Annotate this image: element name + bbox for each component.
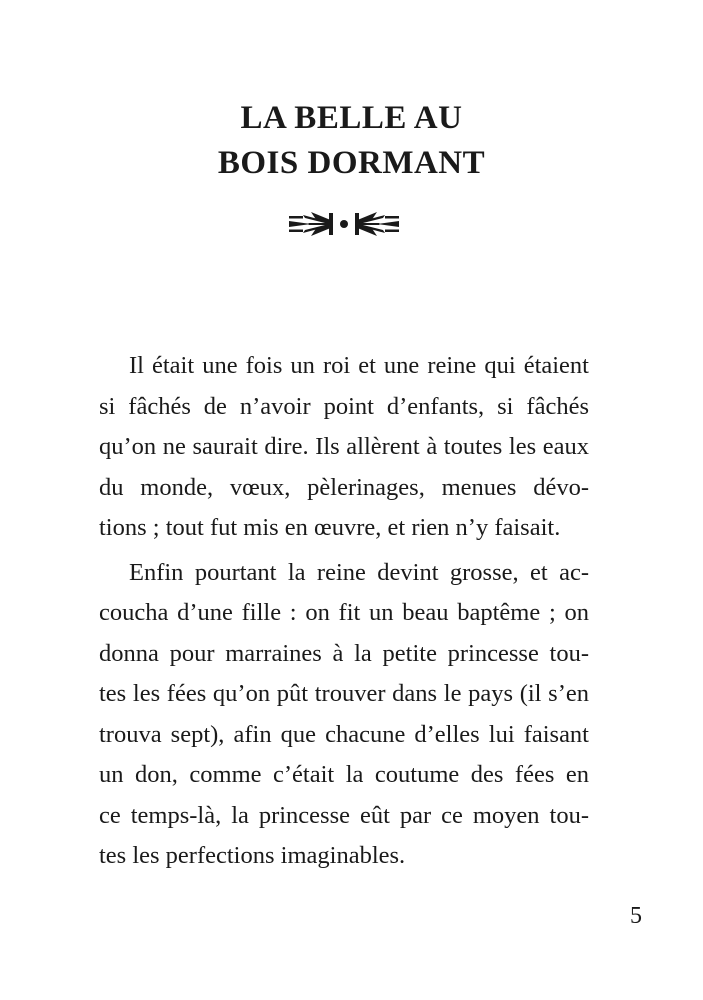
decorative-fleuron-icon — [289, 209, 399, 239]
text-line: Il était une fois un roi et une reine qui étaient — [129, 352, 589, 379]
text-line: Enfin pourtant la reine devint grosse, et ac- — [129, 558, 589, 586]
chapter-title-line-2: BOIS DORMANT — [217, 145, 486, 181]
chapter-title-line-1: LA BELLE AU — [240, 100, 463, 136]
text-line: tes les perfections imaginables. — [99, 842, 406, 869]
text-line: si fâchés de n’avoir point d’enfants, si fâchés — [99, 392, 589, 420]
chapter-title — [0, 96, 703, 186]
text-line: donna pour marraines à la petite princesse tou- — [99, 639, 589, 667]
body-text — [99, 346, 589, 877]
text-line: qu’on ne saurait dire. Ils allèrent à toutes les eaux — [99, 433, 589, 460]
text-line: trouva sept), afin que chacune d’elles lui faisant — [99, 720, 589, 748]
text-line: coucha d’une fille : on fit un beau baptême ; on — [99, 599, 589, 626]
text-line: tions ; tout fut mis en œuvre, et rien n’y faisait. — [99, 514, 561, 541]
text-line: ce temps-là, la princesse eût par ce moyen tou- — [99, 801, 589, 829]
paragraph-1 — [99, 346, 589, 549]
text-line: un don, comme c’était la coutume des fées en — [99, 761, 589, 788]
paragraph-2 — [99, 553, 589, 877]
text-line: tes les fées qu’on pût trouver dans le pays (il s’en — [99, 680, 589, 707]
text-line: du monde, vœux, pèlerinages, menues dévo- — [99, 473, 589, 501]
page-number: 5 — [630, 903, 642, 929]
